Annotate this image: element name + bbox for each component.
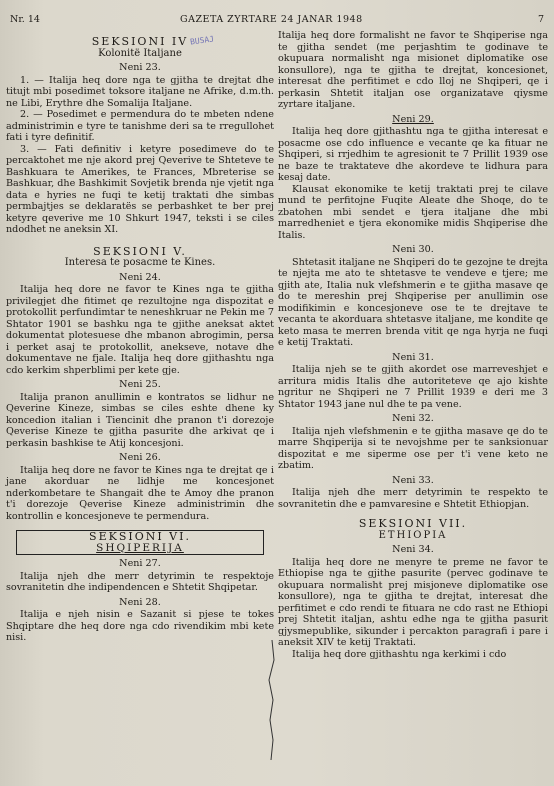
issue-number: Nr. 14	[10, 14, 40, 25]
article-34-para-2: Italija heq dore gjithashtu nga kerkimi i cdo	[292, 648, 507, 660]
article-30-para: Shtetasit italjane ne Shqiperi do te gezojne te drejta te njejta me ato te shtetasve te vendeve e tjere; me gjith ate, Italia nuk vlefshmerin e te gjitha masave qe do te mereshin prej Shqiperise per anullimin ose modifikimin e koncesjoneve ose te te drejtave te vecanta te akorduara shtetasve italjane, me kondite qe keto masa te merren brenda vitit qe nga hyrja ne fuqi e ketij Traktati.	[278, 256, 548, 348]
article-34-para-1: Italija heq dore ne menyre te preme ne favor te Ethiopise nga te gjithe pasurite (pervec godinave te okupuara normalisht prej misjoneve diplomatike ose konsullore), nga te gjitha te drejtat, interesat dhe perfitimet e cdo rendi te fituara ne cdo rast ne Ethiopi prej Shtetit italjan, ashtu edhe nga te gjitha pasurit gjysmepublike, sikunder i percakton paragrafi i pare i aneksit XIV te ketij Traktati.	[278, 556, 548, 648]
article-31-para: Italija njeh se te gjith akordet ose marreveshjet e arritura midis Italis dhe autoriteteve qe ajo kishte ngritur ne Shqiperi ne 7 Prillit 1939 e deri me 3 Shtator 1943 jane nul dhe te pa vene.	[278, 364, 548, 410]
article-28-heading: Neni 28.	[119, 596, 161, 608]
gazette-title: GAZETA ZYRTARE 24 JANAR 1948	[180, 14, 363, 25]
article-29-para-1: Italija heq dore gjithashtu nga te gjitha interesat e posacme ose cdo influence e vecante qe ka fituar ne Shqiperi, si rrjedhim te agresionit te 7 Prillit 1939 ose ne baze te traktateve dhe akordeve te lidhura para kesaj date.	[278, 126, 548, 183]
page-header	[10, 6, 544, 28]
section-6-subtitle: SHQIPERIJA	[16, 543, 264, 556]
article-32-para: Italija njeh vlefshmenin e te gjitha masave qe do te marre Shqiperija si te nevojshme per te sanksionuar dispozitat e me siperme ose per t'i vene keto ne zbatim.	[278, 425, 548, 471]
article-26-para: Italija heq dore ne favor te Kines nga te drejtat qe i jane akorduar ne lidhje me koncesjonet nderkombetare te Shangait dhe te Amoy dhe pranon t'i dorezoje Qeverise Kineze administrimin dhe kontrollin e koncesjoneve te permendura.	[6, 464, 274, 522]
article-28-continued: Italija heq dore formalisht ne favor te Shqiperise nga te gjitha sendet (me perjashtim te godinave te okupuara normalisht nga misionet diplomatike ose konsullore), nga te gjitha te drejtat, koncesionet, interesat dhe perfitimet e cdo lloj ne Shqiperi, qe i perkasin Shtetit italjan ose organizatave qiysme zyrtare italjane.	[278, 30, 548, 110]
article-23-para-2: 2. — Posedimet e permendura do te mbeten ndene administrimin e tyre te tanishme deri sa te rregullohet fati i tyre definitif.	[6, 109, 274, 143]
article-24-para: Italija heq dore ne favor te Kines nga te gjitha privilegjet dhe fitimet qe rezultojne nga dispozitat e protokollit perfundimtar te neneshkruar ne Pekin me 7 Shtator 1901 se bashku nga te gjithe aneksat aktet dokumentat plotesuese dhe mbanon abrogimin, persa i perket asaj te protokollit, anekseve, notave dhe dokumentave ne fjale. Italija heq dore gjithashtu nga cdo kerkim shperblimi per kete gje.	[6, 284, 274, 376]
margin-pencil-mark	[265, 640, 279, 760]
section-4-title: SEKSIONI IV	[91, 35, 189, 48]
article-27-heading: Neni 27.	[119, 558, 161, 569]
article-29-para-2: Klausat ekonomike te ketij traktati prej te cilave mund te perfitojne Fuqite Aleate dhe Shoqe, do te zbatohen mbi sendet e tjera italjane dhe mbi marredheniet e tjera ekonomike midis Shqiperise dhe Italis.	[278, 183, 548, 241]
article-34-heading: Neni 34.	[392, 544, 434, 555]
article-30-heading: Neni 30.	[392, 244, 434, 255]
article-28-para: Italija e njeh nisin e Sazanit si pjese te tokes Shqiptare dhe heq dore nga cdo rivendikim mbi kete nisi.	[6, 609, 274, 643]
section-5-subtitle: Interesa te posacme te Kines.	[64, 257, 216, 268]
article-25-heading: Neni 25.	[119, 379, 161, 390]
article-26-heading: Neni 26.	[119, 452, 161, 463]
right-column	[278, 30, 548, 782]
ink-stamp: BUSAJ	[189, 34, 215, 47]
article-33-heading: Neni 33.	[392, 474, 434, 486]
left-column	[6, 30, 274, 782]
article-33-para: Italija njeh dhe merr detyrimin te respekto te sovranitetin dhe e pamvaresine e Shtetit Ethiopjan.	[278, 487, 548, 510]
article-23-heading: Neni 23.	[119, 62, 161, 73]
article-25-para: Italija pranon anullimin e kontratos se lidhur ne Qeverine Kineze, simbas se ciles eshte dhene ky koncedion italian i Tiencinit dhe pranon t'i dorezoje Qeverise Kineze te gjitha pasurite dhe arkivat qe i perkasin bashkise te Atij koncesjoni.	[6, 391, 274, 449]
section-6-title: SEKSIONI VI.	[16, 530, 264, 543]
article-27-para: Italija njeh dhe merr detyrimin te respektoje sovranitetin dhe indipendencen e Shtetit Shqipetar.	[6, 570, 274, 593]
section-5-title: SEKSIONI V.	[93, 244, 187, 258]
article-23-para-3: 3. — Fati definitiv i ketyre posedimeve do te percaktohet me nje akord prej Qeverive te Shteteve te Bashkuara te Amerikes, te Frances, Mbreterise se Bashkuar, dhe Bashkimit Sovjetik brenda nje vjetit nga data e hyries ne fuqi te ketij traktati dhe simbas permbajtjes se deklaratës se perbashket te ber prej ketyre qeverive me 10 Shkurt 1947, teksti i se ciles ndodhet ne aneksin XI.	[6, 143, 274, 235]
section-7-subtitle: ETHIOPIA	[378, 529, 448, 541]
article-24-heading: Neni 24.	[119, 271, 161, 283]
article-32-heading: Neni 32.	[392, 413, 434, 424]
section-4-subtitle: Kolonitë Italjane	[98, 47, 182, 59]
section-7-title: SEKSIONI VII.	[358, 517, 468, 530]
article-23-para-1: 1. — Italija heq dore nga te gjitha te drejtat dhe titujt mbi posedimet toksore italjane ne Afrike, d.m.th. ne Libi, Erythre dhe Somalija Italjane.	[6, 74, 274, 109]
article-31-heading: Neni 31.	[392, 351, 434, 363]
article-29-heading: Neni 29.	[392, 113, 434, 125]
page-number: 7	[537, 14, 544, 25]
